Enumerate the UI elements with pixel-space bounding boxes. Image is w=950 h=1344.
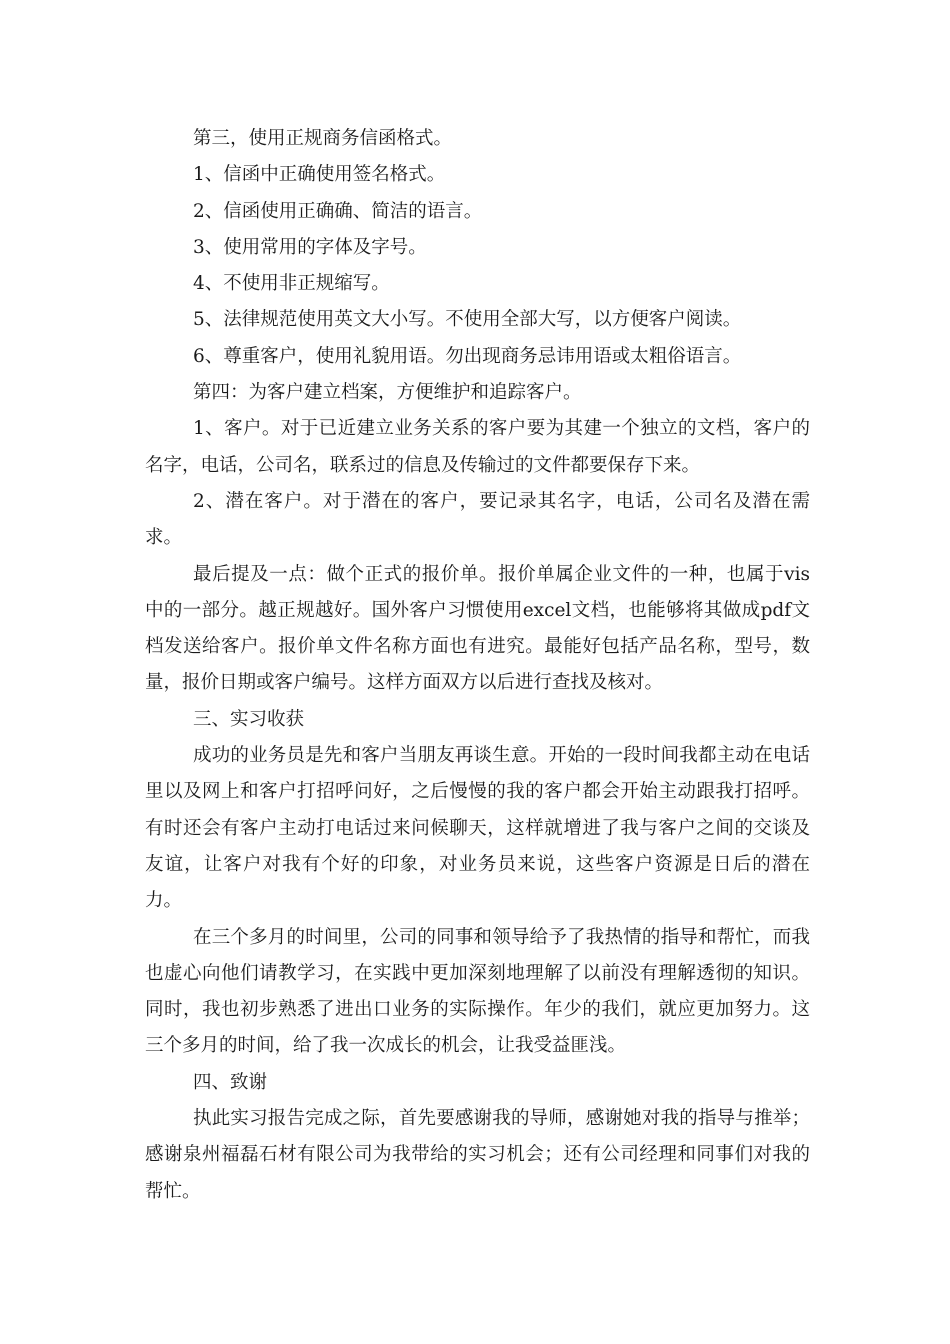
- section-heading-thanks: 四、致谢: [193, 1071, 268, 1093]
- body-paragraph: 执此实习报告完成之际，首先要感谢我的导师，感谢她对我的指导与推举；感谢泉州福磊石材有限公司为我带给的实习机会；还有公司经理和同事们对我的帮忙。: [145, 1108, 810, 1202]
- document-body: [145, 121, 810, 1210]
- list-item: 5、法律规范使用英文大小写。不使用全部大写，以方便客户阅读。: [193, 309, 742, 331]
- section-heading-customer-archive: 第四：为客户建立档案，方便维护和追踪客户。: [193, 382, 582, 404]
- list-item: 4、不使用非正规缩写。: [193, 273, 390, 295]
- body-paragraph: 在三个多月的时间里，公司的同事和领导给予了我热情的指导和帮忙，而我也虚心向他们请教学习，在实践中更加深刻地理解了以前没有理解透彻的知识。同时，我也初步熟悉了进出口业务的实际操作。年少的我们，就应更加努力。这三个多月的时间，给了我一次成长的机会，让我受益匪浅。: [145, 926, 810, 1057]
- list-item: 1、客户。对于已近建立业务关系的客户要为其建一个独立的文档，客户的名字，电话，公司名，联系过的信息及传输过的文件都要保存下来。: [145, 418, 810, 476]
- list-item: 3、使用常用的字体及字号。: [193, 236, 427, 258]
- list-item: 1、信函中正确使用签名格式。: [193, 164, 446, 186]
- body-paragraph: 最后提及一点：做个正式的报价单。报价单属企业文件的一种，也属于vis中的一部分。越正规越好。国外客户习惯使用excel文档，也能够将其做成pdf文档发送给客户。报价单文件名称方面也有进究。最能好包括产品名称，型号，数量，报价日期或客户编号。这样方面双方以后进行查找及核对。: [145, 563, 810, 694]
- section-heading-formal-letter: 第三，使用正规商务信函格式。: [193, 128, 453, 149]
- list-item: 6、尊重客户，使用礼貌用语。勿出现商务忌讳用语或太粗俗语言。: [193, 345, 742, 367]
- list-item: 2、信函使用正确确、简洁的语言。: [193, 200, 483, 222]
- section-heading-harvest: 三、实习收获: [193, 708, 305, 730]
- list-item: 2、潜在客户。对于潜在的客户，要记录其名字，电话，公司名及潜在需求。: [145, 490, 810, 549]
- body-paragraph: 成功的业务员是先和客户当朋友再谈生意。开始的一段时间我都主动在电话里以及网上和客户打招呼问好，之后慢慢的我的客户都会开始主动跟我打招呼。有时还会有客户主动打电话过来问候聊天，这样就增进了我与客户之间的交谈及友谊，让客户对我有个好的印象，对业务员来说，这些客户资源是日后的潜在力。: [145, 745, 810, 912]
